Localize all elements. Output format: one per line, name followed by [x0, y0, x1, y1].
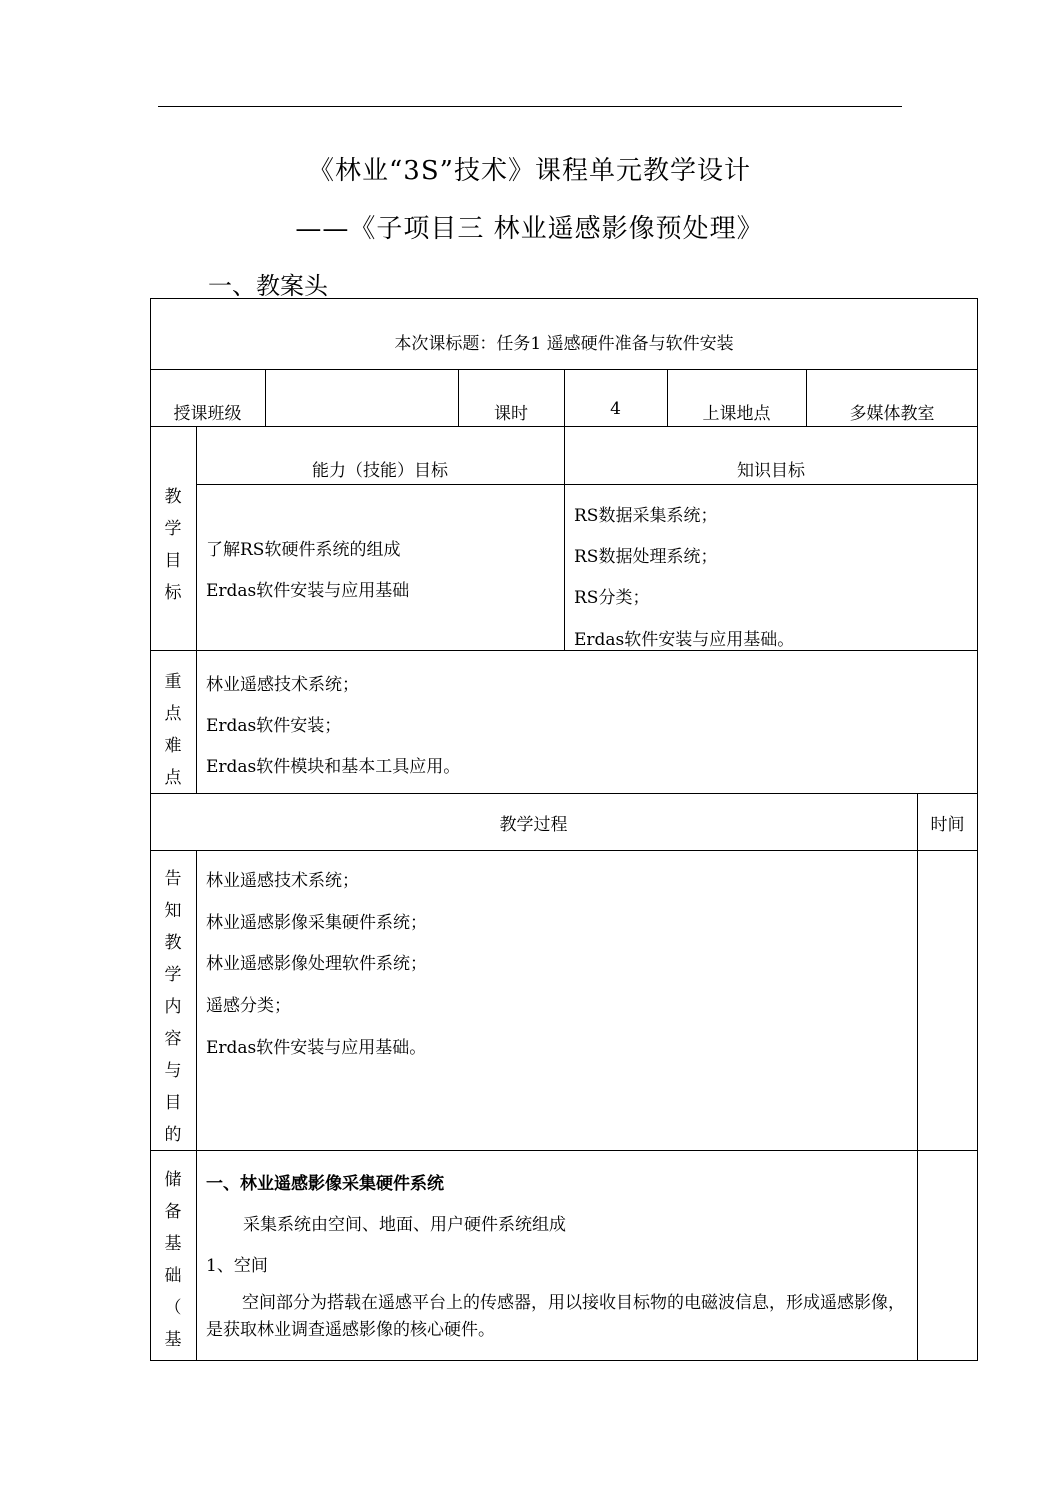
- row-divider: [150, 650, 978, 651]
- ability-item: Erdas软件安装与应用基础: [206, 581, 410, 601]
- col-divider: [196, 426, 197, 793]
- inform-item: 林业遥感影像处理软件系统；: [206, 954, 427, 974]
- key-point-item: Erdas软件安装；: [206, 716, 342, 736]
- key-point-item: 林业遥感技术系统；: [206, 675, 359, 695]
- knowledge-item: RS数据处理系统；: [574, 547, 718, 567]
- knowledge-item: RS数据采集系统；: [574, 506, 718, 526]
- knowledge-header: 知识目标: [737, 461, 805, 481]
- header-rule: [158, 106, 902, 107]
- hours-value: 4: [610, 399, 621, 419]
- document-subtitle: ——《子项目三 林业遥感影像预处理》: [295, 214, 764, 244]
- row-divider: [150, 1150, 978, 1151]
- inform-item: Erdas软件安装与应用基础。: [206, 1038, 427, 1058]
- foundation-side-label: 储 备 基 础 （ 基: [164, 1170, 182, 1350]
- key-points-side-label: 重 点 难 点: [164, 672, 182, 788]
- inform-item: 林业遥感影像采集硬件系统；: [206, 913, 427, 933]
- time-header: 时间: [930, 815, 965, 835]
- knowledge-item: Erdas软件安装与应用基础。: [574, 630, 795, 650]
- foundation-intro: 采集系统由空间、地面、用户硬件系统组成: [243, 1215, 566, 1235]
- lesson-title: 本次课标题：任务1 遥感硬件准备与软件安装: [394, 334, 734, 354]
- document-title: 《林业“3S”技术》课程单元教学设计: [308, 156, 751, 186]
- foundation-paragraph: 空间部分为搭载在遥感平台上的传感器，用以接收目标物的电磁波信息，形成遥感影像，是获取林业调查遥感影像的核心硬件。: [206, 1293, 905, 1340]
- col-divider: [265, 369, 266, 426]
- hours-label: 课时: [494, 404, 528, 424]
- inform-item: 遥感分类；: [206, 996, 291, 1016]
- location-value: 多媒体教室: [849, 404, 935, 424]
- foundation-sub-heading: 1、空间: [206, 1256, 268, 1276]
- class-label: 授课班级: [173, 404, 242, 424]
- inform-item: 林业遥感技术系统；: [206, 871, 359, 891]
- foundation-heading: 一、林业遥感影像采集硬件系统: [206, 1174, 444, 1194]
- col-divider: [196, 850, 197, 1361]
- knowledge-item: RS分类；: [574, 588, 650, 608]
- row-divider: [150, 850, 978, 851]
- row-divider: [150, 793, 978, 794]
- inform-side-label: 告 知 教 学 内 容 与 目 的: [164, 869, 182, 1145]
- col-divider: [917, 793, 918, 1361]
- key-point-item: Erdas软件模块和基本工具应用。: [206, 757, 461, 777]
- process-header: 教学过程: [499, 815, 568, 835]
- objectives-side-label: 教 学 目 标: [164, 487, 182, 603]
- row-divider: [196, 484, 978, 485]
- ability-header: 能力（技能）目标: [312, 461, 448, 481]
- section-heading: 一、教案头: [208, 272, 328, 300]
- location-label: 上课地点: [702, 404, 771, 424]
- ability-item: 了解RS软硬件系统的组成: [206, 540, 401, 560]
